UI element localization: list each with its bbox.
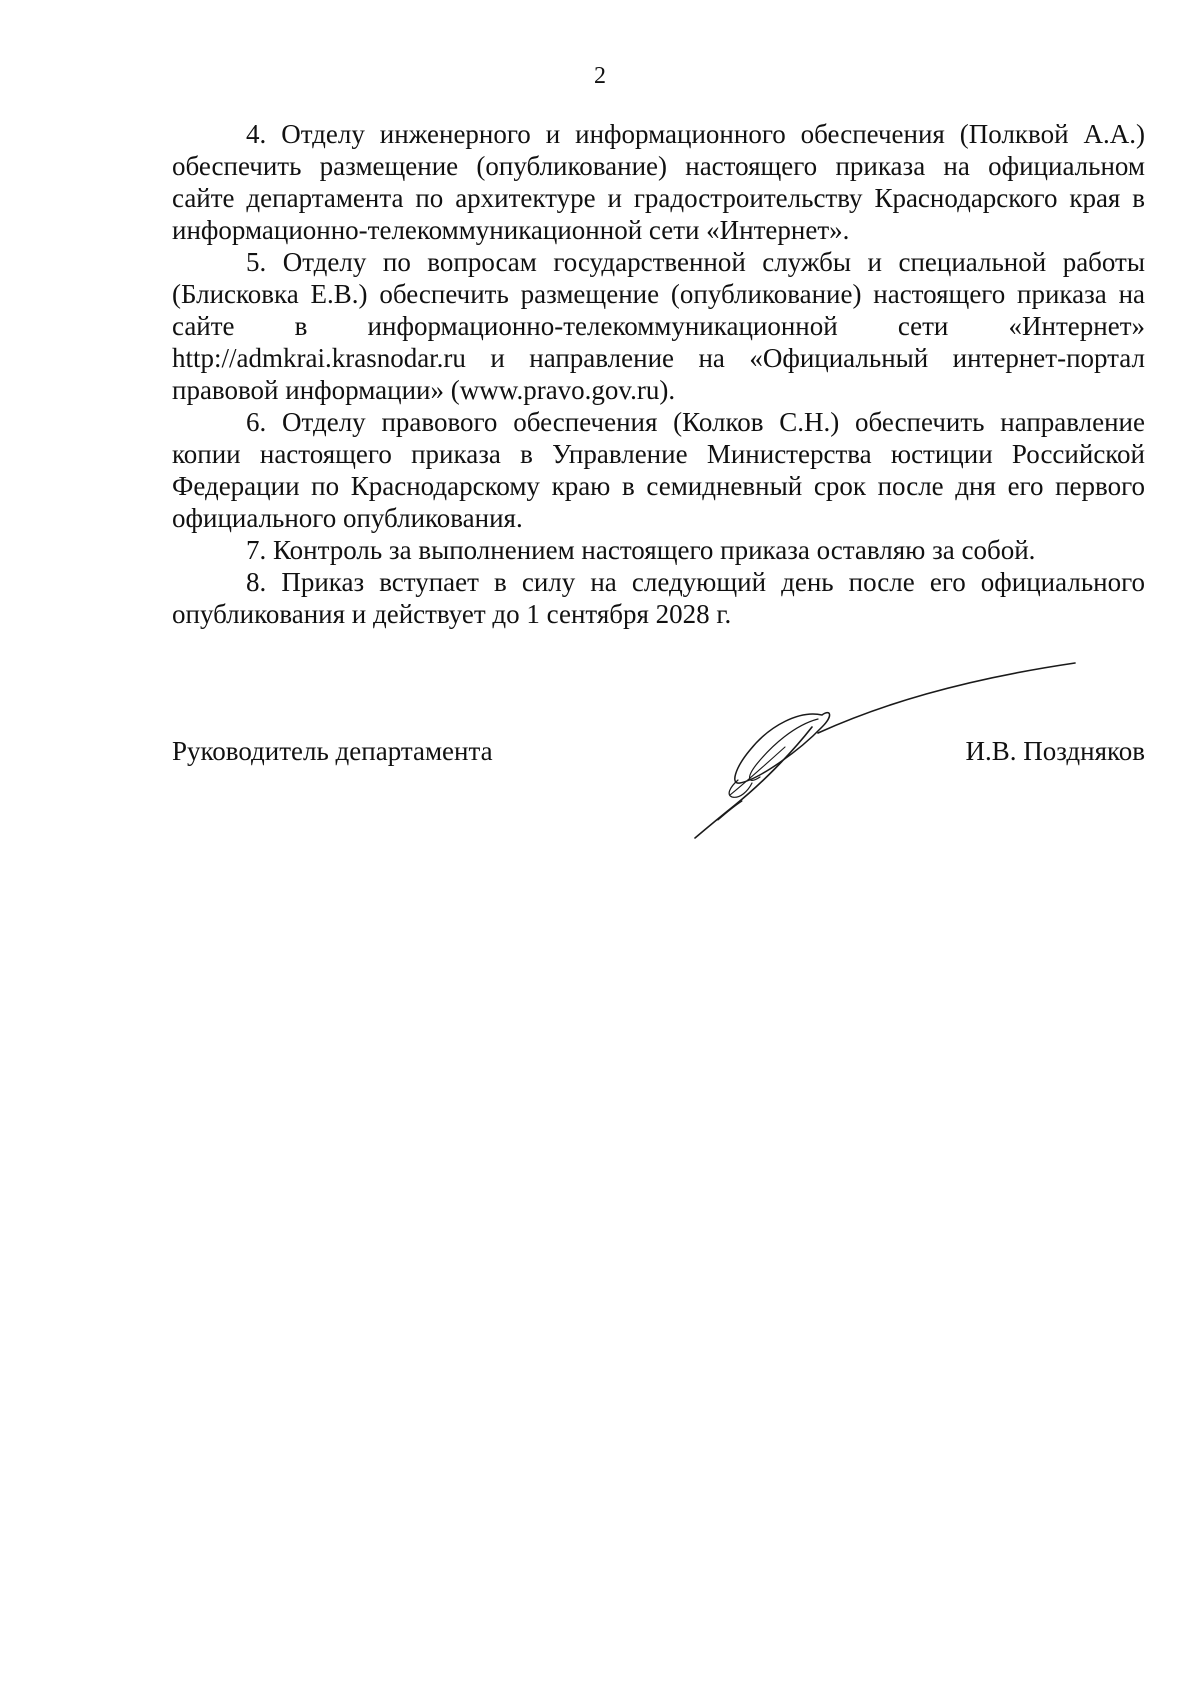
paragraph-6: 6. Отделу правового обеспечения (Колков С.Н.) обеспечить направление копии настоящего приказа в Управление Министерства юстиции Российской Федерации по Краснодарскому краю в семидневный срок после дня его первого официального опубликования. (172, 407, 1145, 533)
handwritten-signature (690, 655, 1090, 850)
signatory-position: Руководитель департамента (172, 736, 493, 766)
paragraph-4: 4. Отделу инженерного и информационного обеспечения (Полквой А.А.) обеспечить размещение (опубликование) настоящего приказа на официальном сайте департамента по архитектуре и градостроительству Краснодарского края в информационно-телекоммуникационной сети «Интернет». (172, 119, 1145, 245)
page-number: 2 (594, 63, 606, 89)
paragraph-5: 5. Отделу по вопросам государственной службы и специальной работы (Блисковка Е.В.) обеспечить размещение (опубликование) настоящего приказа на сайте в информационно-телекоммуникационной сети «Интернет» http://admkrai.krasnodar.ru и направление на «Официальный интернет-портал правовой информации» (www.pravo.gov.ru). (172, 247, 1145, 405)
signatory-name: И.В. Поздняков (965, 736, 1145, 766)
paragraph-8: 8. Приказ вступает в силу на следующий день после его официального опубликования и действует до 1 сентября 2028 г. (172, 567, 1145, 629)
document-body (172, 118, 1145, 630)
paragraph-7: 7. Контроль за выполнением настоящего приказа оставляю за собой. (246, 535, 1036, 565)
